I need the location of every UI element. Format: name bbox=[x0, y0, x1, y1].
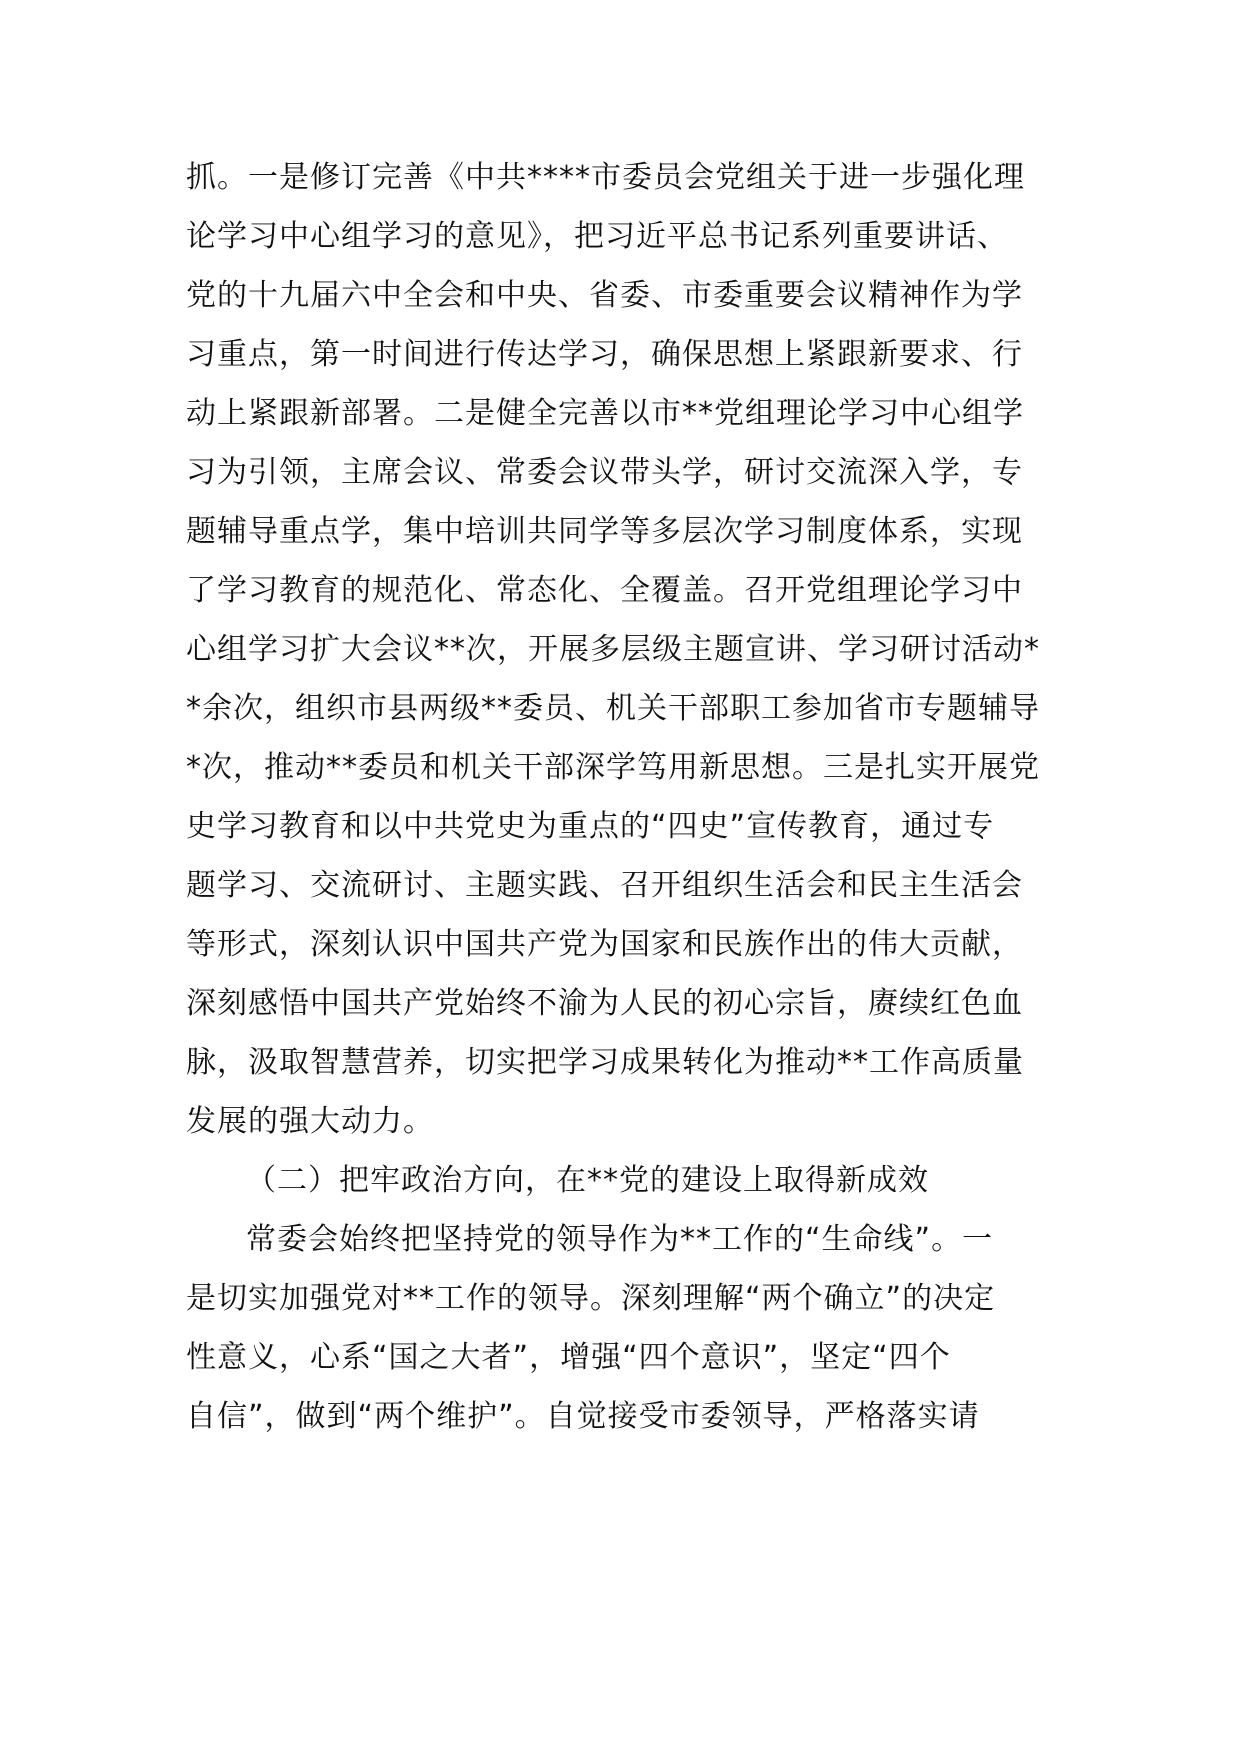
body-line-1: 抓。一是修订完善《中共****市委员会党组关于进一步强化理 bbox=[186, 160, 1025, 195]
body-line-8: 了学习教育的规范化、常态化、全覆盖。召开党组理论学习中 bbox=[186, 573, 1023, 608]
body-line-13: 题学习、交流研讨、主题实践、召开组织生活会和民主生活会 bbox=[186, 868, 1023, 903]
body-line-7: 题辅导重点学，集中培训共同学等多层次学习制度体系，实现 bbox=[186, 514, 1023, 549]
body-line-22: 自信”，做到“两个维护”。自觉接受市委领导，严格落实请 bbox=[186, 1399, 980, 1434]
section-heading: （二）把牢政治方向，在**党的建设上取得新成效 bbox=[246, 1163, 929, 1198]
body-line-11: *次，推动**委员和机关干部深学笃用新思想。三是扎实开展党 bbox=[186, 750, 1040, 785]
body-line-5: 动上紧跟新部署。二是健全完善以市**党组理论学习中心组学 bbox=[186, 396, 1024, 431]
body-line-12: 史学习教育和以中共党史为重点的“四史”宣传教育，通过专 bbox=[186, 809, 995, 844]
body-line-21: 性意义，心系“国之大者”，增强“四个意识”，坚定“四个 bbox=[186, 1340, 951, 1375]
body-line-19: 常委会始终把坚持党的领导作为**工作的“生命线”。一 bbox=[246, 1222, 994, 1257]
body-line-15: 深刻感悟中国共产党始终不渝为人民的初心宗旨，赓续红色血 bbox=[186, 986, 1023, 1021]
body-line-16: 脉，汲取智慧营养，切实把学习成果转化为推动**工作高质量 bbox=[186, 1045, 1024, 1080]
body-line-6: 习为引领，主席会议、常委会议带头学，研讨交流深入学，专 bbox=[186, 455, 1023, 490]
body-line-20: 是切实加强党对**工作的领导。深刻理解“两个确立”的决定 bbox=[186, 1281, 996, 1316]
body-line-17: 发展的强大动力。 bbox=[186, 1104, 434, 1139]
body-line-14: 等形式，深刻认识中国共产党为国家和民族作出的伟大贡献， bbox=[186, 927, 1023, 962]
body-line-4: 习重点，第一时间进行传达学习，确保思想上紧跟新要求、行 bbox=[186, 337, 1023, 372]
body-line-10: *余次，组织市县两级**委员、机关干部职工参加省市专题辅导 bbox=[186, 691, 1040, 726]
body-line-3: 党的十九届六中全会和中央、省委、市委重要会议精神作为学 bbox=[186, 278, 1023, 313]
body-line-2: 论学习中心组学习的意见》，把习近平总书记系列重要讲话、 bbox=[186, 219, 1008, 254]
body-line-9: 心组学习扩大会议**次，开展多层级主题宣讲、学习研讨活动* bbox=[186, 632, 1040, 667]
